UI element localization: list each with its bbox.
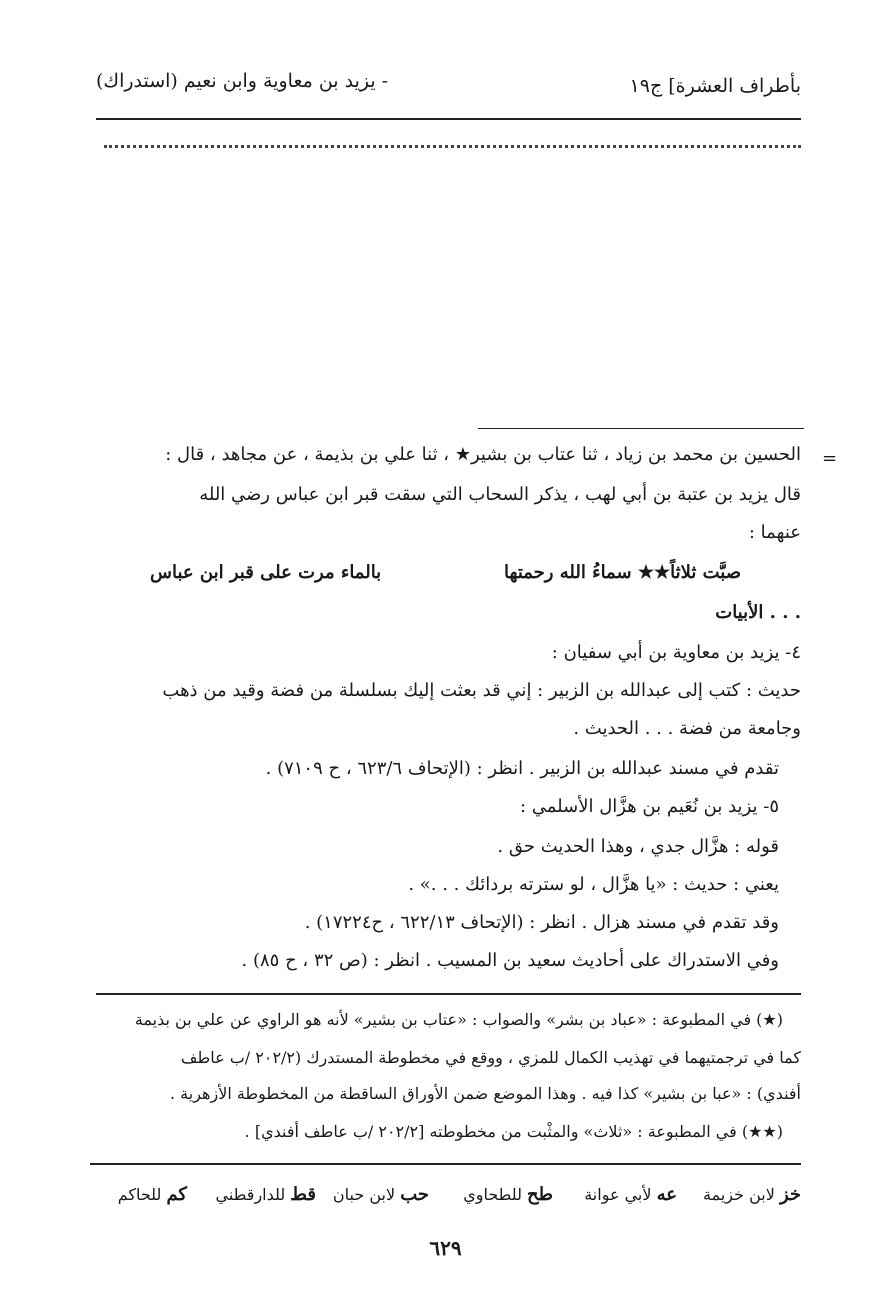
text-line: قوله : هزَّال جدي ، وهذا الحديث حق . — [497, 836, 779, 857]
footnote-line: كما في ترجمتيهما في تهذيب الكمال للمزي ، ووقع في مخطوطة المستدرك (٢٠٢/٢ /ب عاطف — [180, 1048, 801, 1067]
abbreviations-rule — [90, 1163, 801, 1165]
footnote-line: أفندي) : «عبا بن بشير» كذا فيه . وهذا الموضع ضمن الأوراق الساقطة من المخطوطة الأزهرية . — [170, 1084, 801, 1103]
footnote-line: (★★) في المطبوعة : «ثلاث» والمثْبت من مخطوطته [٢٠٢/٢ /ب عاطف أفندي] . — [244, 1122, 783, 1141]
text-line: عنهما : — [748, 522, 801, 543]
abbreviation-item: قط للدارقطني — [215, 1184, 316, 1205]
running-header-right: بأطراف العشرة] ج١٩ — [629, 75, 801, 97]
text-line: وقد تقدم في مسند هزال . انظر : (الإتحاف ٦٢٢/١٣ ، ح١٧٢٢٤) . — [304, 912, 779, 933]
text-line: وجامعة من فضة . . . الحديث . — [573, 718, 801, 739]
verse-first-hemistich: صبَّت ثلاثاً★★ سماءُ الله رحمتها — [504, 562, 741, 583]
abbreviation-item: طح للطحاوي — [463, 1184, 553, 1205]
abbreviation-item: عه لأبي عوانة — [584, 1184, 677, 1205]
text-line: وفي الاستدراك على أحاديث سعيد بن المسيب . انظر : (ص ٣٢ ، ح ٨٥) . — [241, 950, 779, 971]
section-rule — [478, 428, 804, 429]
section-title: ٥- يزيد بن نُعَيم بن هزَّال الأسلمي : — [519, 796, 779, 817]
abbreviation-item: حب لابن حبان — [332, 1184, 429, 1205]
header-rule — [96, 118, 801, 120]
text-line: يعني : حديث : «يا هزَّال ، لو سترته بردائك . . .» . — [408, 874, 779, 895]
continuation-marker: = — [822, 448, 838, 469]
text-line: قال يزيد بن عتبة بن أبي لهب ، يذكر السحاب التي سقت قبر ابن عباس رضي الله — [199, 484, 801, 505]
footnote-line: (★) في المطبوعة : «عباد بن بشر» والصواب : «عتاب بن بشير» لأنه هو الراوي عن علي بن بذيمة — [134, 1010, 783, 1029]
page-number: ٦٢٩ — [429, 1236, 462, 1260]
abbreviation-item: خز لابن خزيمة — [703, 1184, 801, 1205]
text-line: تقدم في مسند عبدالله بن الزبير . انظر : (الإتحاف ٦٢٣/٦ ، ح ٧١٠٩) . — [265, 758, 779, 779]
abyat-label: . . . الأبيات — [715, 602, 801, 623]
text-line: الحسين بن محمد بن زياد ، ثنا عتاب بن بشير★ ، ثنا علي بن بذيمة ، عن مجاهد ، قال : — [165, 444, 801, 465]
footnote-rule — [96, 993, 801, 995]
verse-second-hemistich: بالماء مرت على قبر ابن عباس — [150, 562, 382, 583]
dotted-separator — [104, 145, 801, 152]
text-line: حديث : كتب إلى عبدالله بن الزبير : إني قد بعثت إليك بسلسلة من فضة وقيد من ذهب — [162, 680, 801, 701]
abbreviation-item: كم للحاكم — [117, 1184, 187, 1205]
section-title: ٤- يزيد بن معاوية بن أبي سفيان : — [551, 642, 801, 663]
running-header-left: - يزيد بن معاوية وابن نعيم (استدراك) — [96, 70, 389, 92]
